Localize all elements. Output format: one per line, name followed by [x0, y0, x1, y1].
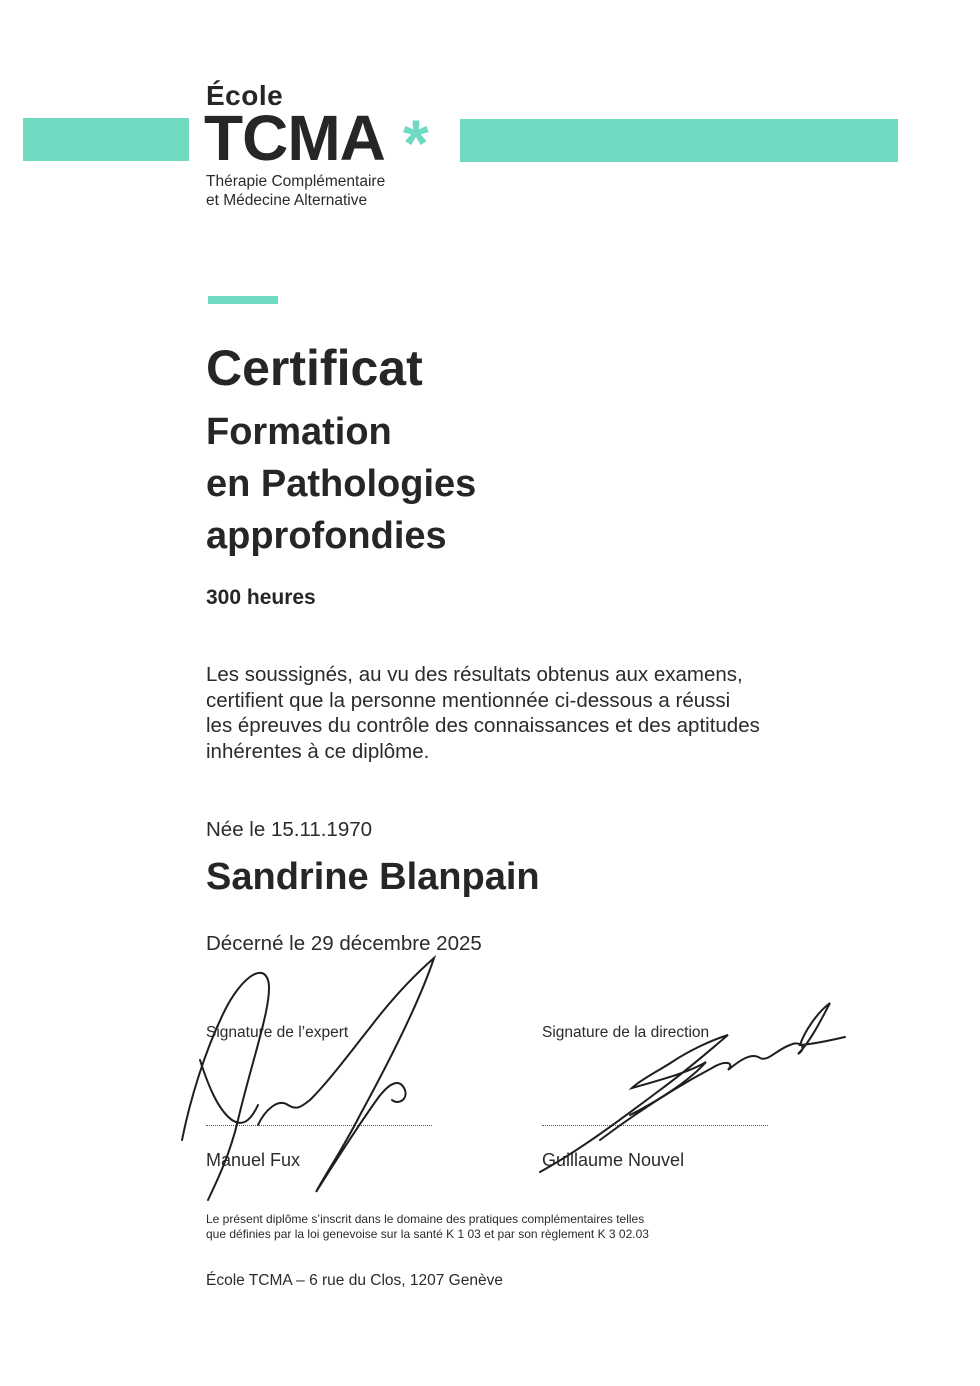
award-date: Décerné le 29 décembre 2025 — [206, 932, 482, 955]
legal-note-line1: Le présent diplôme s’inscrit dans le domaine des pratiques complémentaires telles — [206, 1212, 645, 1226]
certificate-title: Certificat — [206, 340, 423, 396]
legal-note-line2: que définies par la loi genevoise sur la santé K 1 03 et par son règlement K 3 02.03 — [206, 1227, 649, 1241]
logo-subtitle-line1: Thérapie Complémentaire — [206, 173, 386, 190]
expert-signature-label: Signature de l’expert — [206, 1024, 349, 1041]
paragraph-line: les épreuves du contrôle des connaissances et des aptitudes — [206, 714, 760, 737]
certificate-hours: 300 heures — [206, 586, 316, 609]
recipient-name: Sandrine Blanpain — [206, 856, 540, 898]
logo-asterisk: * — [403, 106, 429, 180]
expert-signature-line — [206, 1125, 432, 1126]
direction-signature-line — [542, 1125, 768, 1126]
accent-dash — [208, 296, 278, 304]
expert-name: Manuel Fux — [206, 1150, 301, 1170]
header-bar-right — [460, 119, 898, 162]
header-bar-left — [23, 118, 189, 161]
certificate-subtitle-line1: Formation — [206, 411, 392, 453]
paragraph-line: certifient que la personne mentionnée ci-dessous a réussi — [206, 688, 731, 712]
direction-name: Guillaume Nouvel — [542, 1150, 685, 1170]
paragraph-line: Les soussignés, au vu des résultats obtenus aux examens, — [206, 663, 743, 686]
certificate-subtitle-line2: en Pathologies — [206, 463, 477, 505]
paragraph-line: inhérentes à ce diplôme. — [206, 739, 430, 763]
certificate-paragraph — [206, 662, 846, 764]
school-address: École TCMA – 6 rue du Clos, 1207 Genève — [206, 1272, 503, 1289]
legal-note — [206, 1212, 649, 1242]
logo-subtitle — [206, 172, 385, 210]
direction-signature-label: Signature de la direction — [542, 1024, 710, 1041]
certificate-subtitle-line3: approfondies — [206, 515, 447, 557]
logo-ecole: École — [206, 80, 284, 111]
certificate-subtitle — [206, 406, 476, 562]
logo-subtitle-line2: et Médecine Alternative — [206, 192, 368, 209]
logo-tcma: TCMA — [204, 102, 385, 174]
birth-date: Née le 15.11.1970 — [206, 818, 373, 841]
